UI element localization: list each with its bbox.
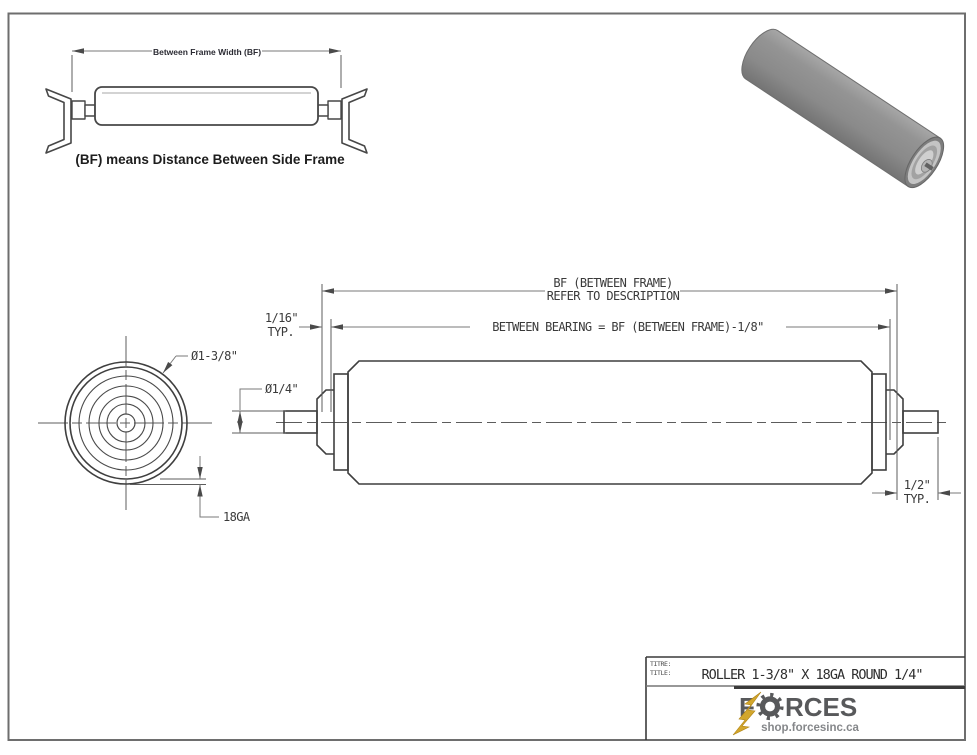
- logo-letter-f: F: [739, 692, 755, 722]
- left-bearing-block: [72, 101, 85, 119]
- protrusion-value-text: 1/2": [903, 478, 931, 492]
- gap-typ-text: TYP.: [267, 325, 294, 339]
- bf-caption: (BF) means Distance Between Side Frame: [75, 152, 345, 167]
- gear-ring: [763, 699, 778, 714]
- bf-dim-text-line2: REFER TO DESCRIPTION: [546, 289, 680, 303]
- bf-width-label: Between Frame Width (BF): [152, 47, 262, 57]
- roller-side-view: [276, 361, 946, 484]
- forces-logo: [733, 692, 859, 735]
- roller-end-view: [38, 336, 251, 524]
- right-side-frame: [342, 89, 367, 153]
- gap-value-text: 1/16": [264, 311, 298, 325]
- gear-icon: [759, 695, 782, 718]
- logo-letters-rest: RCES: [785, 692, 858, 722]
- left-shaft-nub: [85, 105, 95, 116]
- right-bearing-block: [328, 101, 341, 119]
- protrusion-typ-text: TYP.: [903, 492, 931, 506]
- titre-label: TITRE:: [650, 660, 672, 668]
- drawing-title: ROLLER 1-3/8" X 18GA ROUND 1/4": [701, 667, 923, 683]
- roller-dia-text: Ø1-3/8": [191, 349, 238, 363]
- gauge-text: 18GA: [223, 510, 250, 524]
- roller-3d-render: [734, 23, 951, 194]
- roller-dia-leader-arrow: [163, 356, 176, 373]
- shaft-dia-leader: [240, 389, 262, 410]
- logo-site-url: shop.forcesinc.ca: [761, 722, 859, 734]
- bf-explainer-diagram: [46, 47, 367, 167]
- gauge-leader: [200, 508, 219, 517]
- shaft-dia-text: Ø1/4": [265, 382, 299, 396]
- left-side-frame: [46, 89, 71, 153]
- title-label: TITLE:: [650, 669, 672, 677]
- right-shaft-nub: [318, 105, 328, 116]
- side-view-dimensions: [232, 276, 961, 506]
- between-bearing-text: BETWEEN BEARING = BF (BETWEEN FRAME)-1/8": [492, 320, 764, 334]
- bf-dim-text-line1: BF (BETWEEN FRAME): [553, 276, 673, 290]
